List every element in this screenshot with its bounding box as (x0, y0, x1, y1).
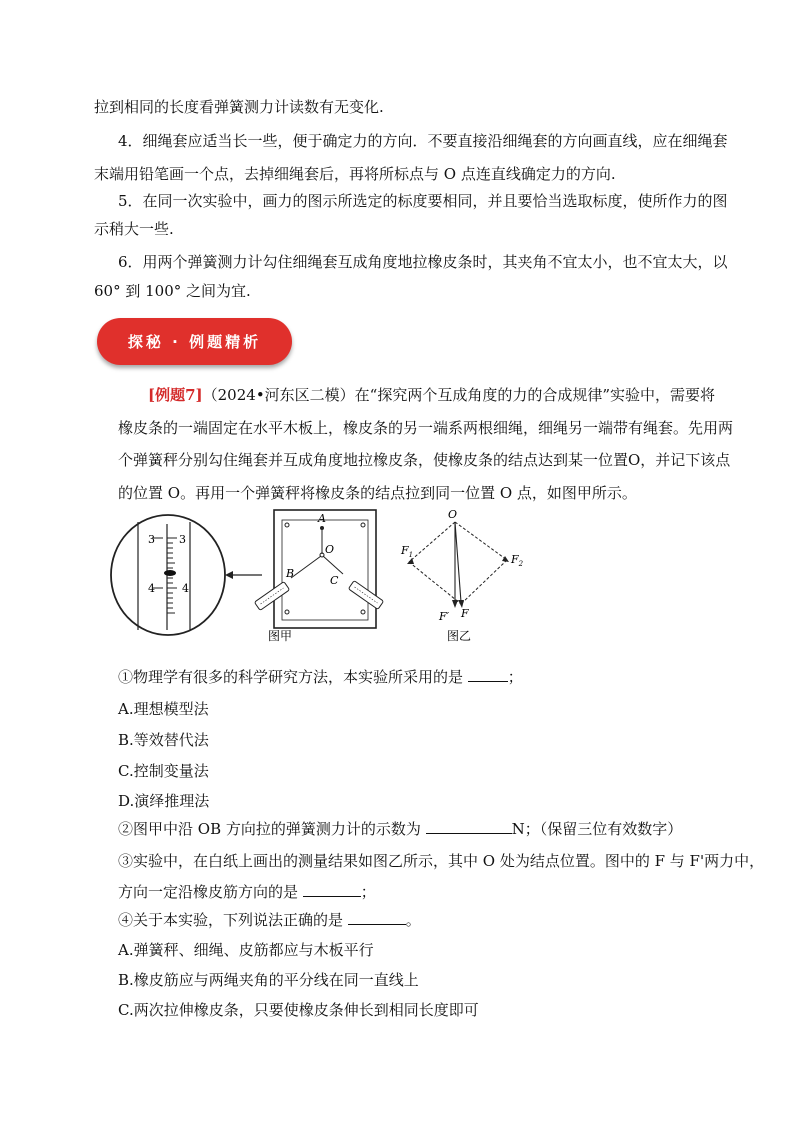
label-O: O (325, 543, 335, 556)
label-F2: $F_2$ (511, 553, 524, 568)
question-3b (118, 882, 376, 902)
question-2-end: N；（保留三位有效数字） (511, 820, 683, 838)
question-2-text: ②图甲中沿 OB 方向拉的弹簧测力计的示数为 (118, 820, 421, 838)
question-4-text: ④关于本实验，下列说法正确的是 (118, 911, 344, 929)
option-1-A: A.理想模型法 (118, 700, 209, 718)
answer-blank-4[interactable] (348, 910, 406, 925)
example-line-4: 的位置 O。再用一个弹簧秤将橡皮条的结点拉到同一位置 O 点，如图甲所示。 (118, 484, 637, 502)
experiment-figure (0, 500, 800, 650)
example-line-1 (148, 385, 715, 405)
label-C: C (330, 574, 339, 587)
option-1-D: D.演绎推理法 (118, 792, 210, 810)
note-item-5b: 示稍大一些. (94, 220, 174, 238)
question-3-end: ； (360, 883, 376, 901)
caption-figure-a: 图甲 (268, 629, 293, 643)
question-2 (118, 819, 682, 839)
scale-label-3-right: 3 (179, 533, 186, 546)
scale-label-4-left: 4 (148, 582, 155, 595)
scale-label-4-right: 4 (182, 582, 189, 595)
example-tag: [例题7] (148, 386, 203, 404)
label-A: A (318, 512, 326, 525)
answer-blank-2[interactable] (426, 819, 512, 834)
option-1-B: B.等效替代法 (118, 731, 209, 749)
note-item-6a: 6．用两个弹簧测力计勾住细绳套互成角度地拉橡皮条时，其夹角不宜太小，也不宜太大，以 (118, 253, 728, 271)
note-item-5a: 5．在同一次实验中，画力的图示所选定的标度要相同，并且要恰当选取标度，使所作力的图 (118, 192, 728, 210)
section-banner-label: 探秘 · 例题精析 (127, 333, 262, 351)
label-O-diagram: O (448, 508, 458, 521)
force-diagram-b (400, 508, 524, 623)
answer-blank-1[interactable] (468, 667, 508, 682)
note-item-6b: 60° 到 100° 之间为宜. (94, 282, 251, 300)
label-B: B (286, 567, 295, 580)
scale-label-3-left: 3 (148, 533, 155, 546)
option-4-C: C.两次拉伸橡皮条，只要使橡皮条伸长到相同长度即可 (118, 1001, 479, 1019)
option-1-C: C.控制变量法 (118, 762, 209, 780)
example-line-3: 个弹簧秤分别勾住绳套并互成角度地拉橡皮条，使橡皮条的结点达到某一位置O，并记下该点 (118, 451, 731, 469)
question-1-text: ①物理学有很多的科学研究方法，本实验所采用的是 (118, 668, 464, 686)
answer-blank-3[interactable] (303, 882, 361, 897)
question-3-text: 方向一定沿橡皮筋方向的是 (118, 883, 299, 901)
label-F-prime: F′ (439, 610, 450, 623)
magnified-scale (111, 515, 225, 635)
label-F: F (461, 607, 469, 620)
label-F1: $F_1$ (401, 544, 414, 559)
question-3a: ③实验中，在白纸上画出的测量结果如图乙所示，其中 O 处为结点位置。图中的 F 与 F'两力中， (118, 852, 765, 870)
note-item-4b: 末端用铅笔画一个点，去掉细绳套后，再将所标点与 O 点连直线确定力的方向. (94, 165, 616, 183)
option-4-B: B.橡皮筋应与两绳夹角的平分线在同一直线上 (118, 971, 419, 989)
note-item-4a: 4．细绳套应适当长一些，便于确定力的方向．不要直接沿细绳套的方向画直线，应在细绳套 (118, 132, 728, 150)
caption-figure-b: 图乙 (447, 629, 472, 643)
option-4-A: A.弹簧秤、细绳、皮筋都应与木板平行 (118, 941, 374, 959)
example-line-2: 橡皮条的一端固定在水平木板上，橡皮条的另一端系两根细绳，细绳另一端带有绳套。先用两 (118, 419, 734, 437)
question-4 (118, 910, 421, 930)
question-4-end: 。 (405, 911, 421, 929)
question-1-end: ； (507, 668, 523, 686)
board-figure-a (254, 510, 383, 628)
section-banner (97, 318, 292, 365)
pointer-dot (164, 570, 176, 576)
example-line-1-text: （2024•河东区二模）在“探究两个互成角度的力的合成规律”实验中，需要将 (202, 386, 716, 404)
note-line-1: 拉到相同的长度看弹簧测力计读数有无变化. (94, 98, 384, 116)
question-1 (118, 667, 523, 687)
